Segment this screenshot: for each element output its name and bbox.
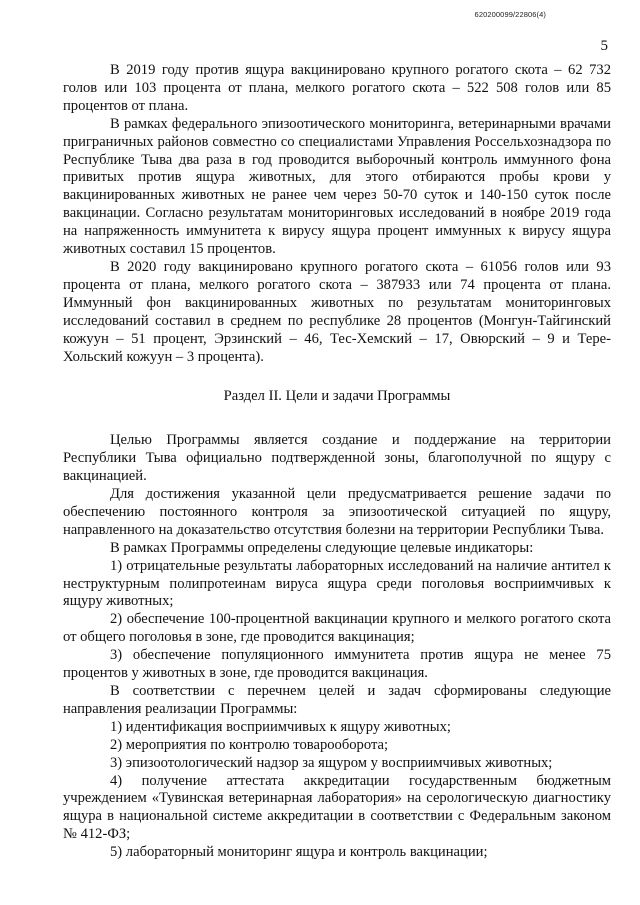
- list-item-direction-1: 1) идентификация восприимчивых к ящуру животных;: [110, 718, 451, 735]
- list-item-direction-4: 4) получение аттестата аккредитации государственным бюджетным учреждением «Тувинская ветеринарная лаборатория» на серологическую диагностику ящура в национальной системе аккредитации в соответствии с Федеральным законом № 412-ФЗ;: [63, 772, 611, 843]
- paragraph-program-goal: Целью Программы является создание и поддержание на территории Республики Тыва официально подтвержденной зоны, благополучной по ящуру с вакцинацией.: [63, 432, 611, 485]
- paragraph-indicators-intro: В рамках Программы определены следующие целевые индикаторы:: [110, 539, 534, 556]
- list-item-indicator-3: 3) обеспечение популяционного иммунитета против ящура не менее 75 процентов у животных в зоне, где проводится вакцинация.: [63, 647, 611, 682]
- list-item-direction-2: 2) мероприятия по контролю товарооборота;: [110, 736, 389, 753]
- paragraph-program-task: Для достижения указанной цели предусматривается решение задачи по обеспечению постоянного контроля за эпизоотической ситуацией по ящуру, направленного на доказательство отсутствия болезни на территории Республики Тыва.: [63, 486, 611, 538]
- page-number: 5: [600, 38, 608, 54]
- document-id: 620200099/22806(4): [474, 10, 546, 19]
- list-item-direction-5: 5) лабораторный мониторинг ящура и контроль вакцинации;: [110, 844, 488, 861]
- paragraph-monitoring: В рамках федерального эпизоотического мониторинга, ветеринарными врачами приграничных районов совместно со специалистами Управления Россельхознадзора по Республике Тыва два раза в год проводится выборочный контроль иммунного фона привитых против ящура животных, для этого отбираются пробы крови у вакцинированных животных не ранее чем через 50-70 суток и 140-150 суток после вакцинации. Согласно результатам мониторинговых исследований в ноябре 2019 года на напряженность иммунитета к вирусу ящура процент иммунных к вирусу ящура животных составил 15 процентов.: [63, 115, 611, 258]
- list-item-direction-3: 3) эпизоотологический надзор за ящуром у восприимчивых животных;: [110, 754, 553, 771]
- paragraph-vaccination-2019: В 2019 году против ящура вакцинировано крупного рогатого скота – 62 732 голов или 103 процента от плана, мелкого рогатого скота – 522 508 голов или 85 процентов от плана.: [63, 62, 611, 114]
- list-item-indicator-1: 1) отрицательные результаты лабораторных исследований на наличие антител к неструктурным полипротеинам вируса ящура среди поголовья восприимчивых к ящуру животных;: [63, 557, 611, 610]
- document-body: [63, 62, 611, 862]
- section-heading: Раздел II. Цели и задачи Программы: [223, 388, 451, 405]
- list-item-indicator-2: 2) обеспечение 100-процентной вакцинации крупного и мелкого рогатого скота от общего поголовья в зоне, где проводится вакцинация;: [63, 611, 611, 646]
- paragraph-directions-intro: В соответствии с перечнем целей и задач сформированы следующие направления реализации Программы:: [63, 683, 611, 717]
- paragraph-vaccination-2020: В 2020 году вакцинировано крупного рогатого скота – 61056 голов или 93 процента от плана, мелкого рогатого скота – 387933 или 74 процента от плана. Иммунный фон вакцинированных животных по результатам мониторинговых исследований составил в среднем по республике 28 процентов (Монгун-Тайгинский кожуун – 51 процент, Эрзинский – 46, Тес-Хемский – 17, Овюрский – 9 и Тере-Хольский кожуун – 3 процента).: [63, 258, 611, 365]
